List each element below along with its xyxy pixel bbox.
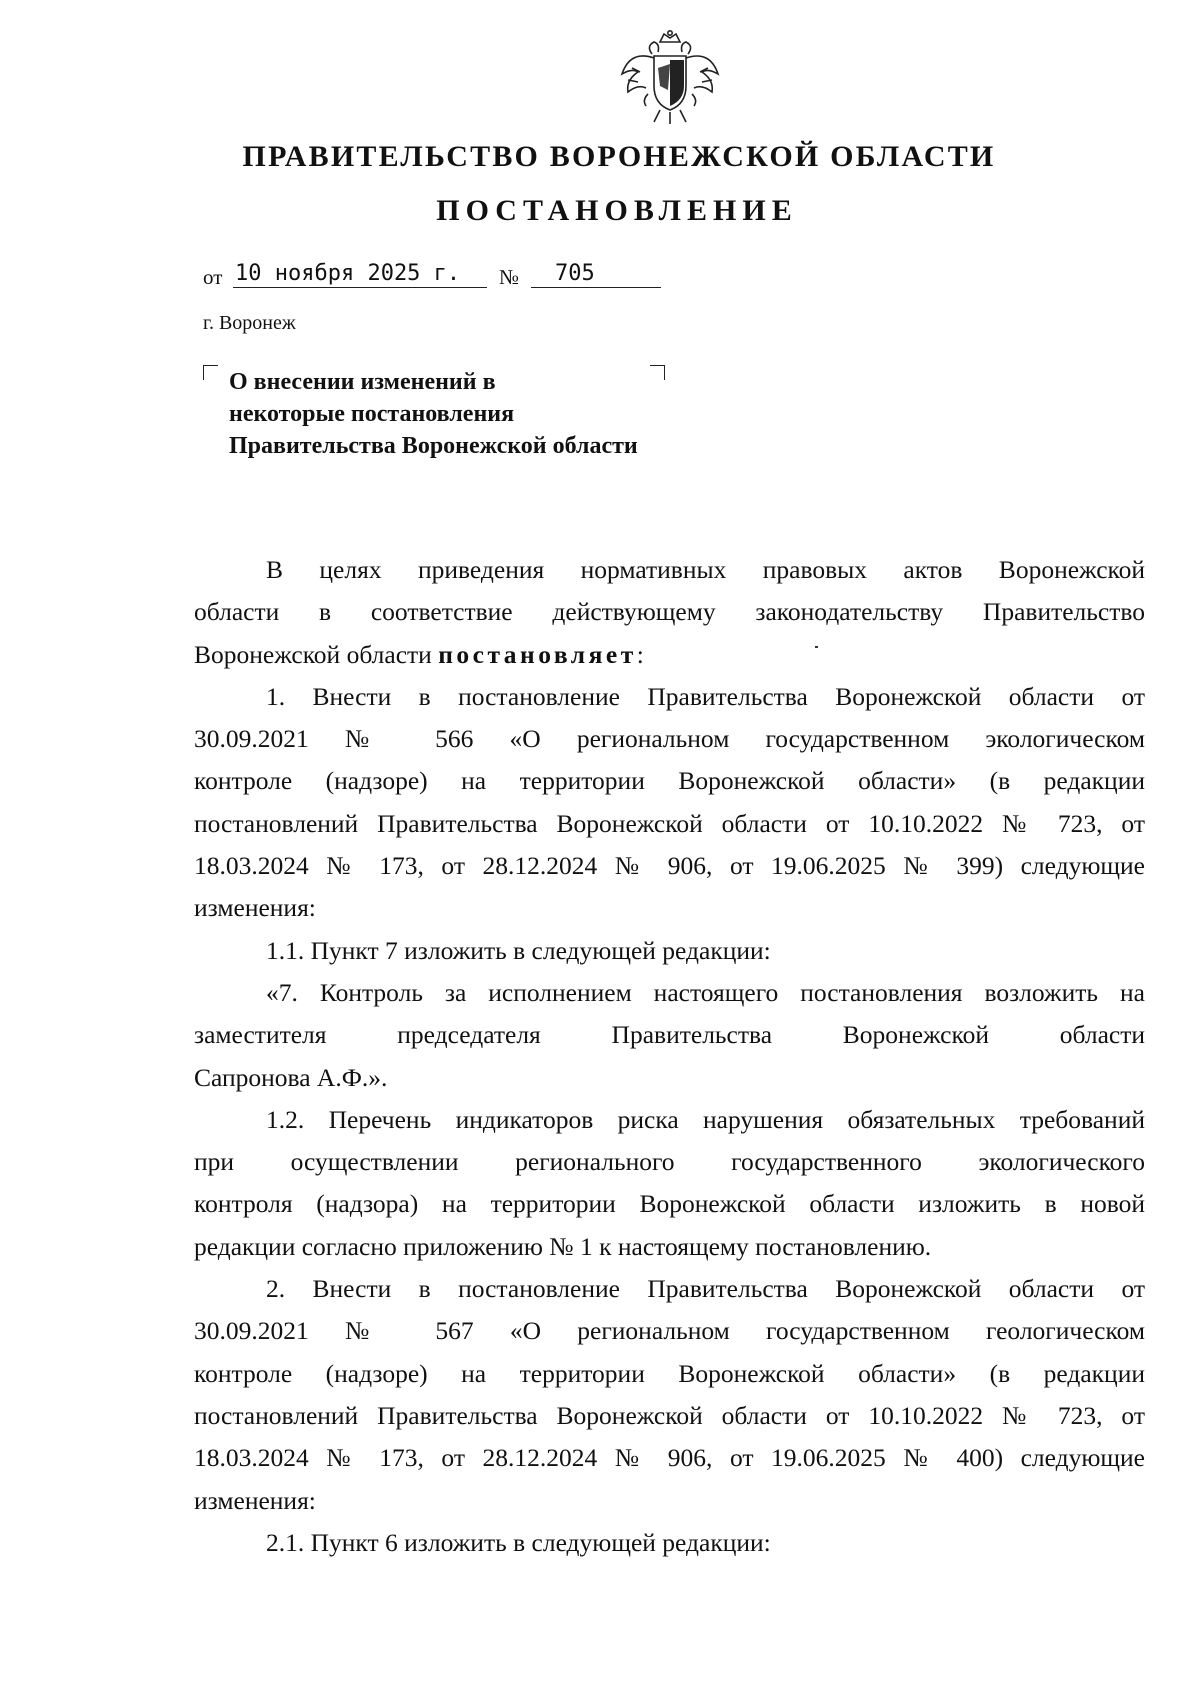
text-line: 18.03.2024 № 173, от 28.12.2024 № 906, от 19.06.2025 № 399) следующие [194,851,1145,881]
text-fragment: Воронежской области [194,639,439,669]
date-label: от [203,265,223,289]
date-number-line [203,254,683,294]
text-line: 18.03.2024 № 173, от 28.12.2024 № 906, от 19.06.2025 № 400) следующие [194,1443,1145,1473]
document-city: г. Воронеж [203,312,296,334]
subject-line: О внесении изменений в [229,369,496,395]
text-line: 30.09.2021 № 567 «О региональном государственном геологическом [194,1316,1145,1346]
text-line: контроле (надзоре) на территории Воронежской области» (в редакции [194,766,1145,796]
text-line: В целях приведения нормативных правовых актов Воронежской [266,555,1145,584]
document-subject [229,366,749,462]
item-2-paragraph [194,1268,1145,1522]
text-line: при осуществлении регионального государственного экологического [194,1147,1145,1177]
item-1-2-paragraph [194,1099,1145,1268]
text-line: контроля (надзора) на территории Воронежской области изложить в новой [194,1189,1145,1219]
text-line: редакции согласно приложению № 1 к настоящему постановлению. [194,1231,932,1261]
text-line: постановлений Правительства Воронежской области от 10.10.2022 № 723, от [194,808,1145,838]
text-line: 2. Внести в постановление Правительства Воронежской области от [266,1274,1145,1304]
subject-corner-left [203,365,218,380]
text-line: 30.09.2021 № 566 «О региональном государственном экологическом [194,724,1145,754]
document-date: 10 ноября 2025 г. [235,261,461,286]
text-line: контроле (надзоре) на территории Воронежской области» (в редакции [194,1358,1145,1388]
item-2-1-paragraph [194,1522,1145,1564]
item-1-1-paragraph [194,930,1145,972]
document-type: ПОСТАНОВЛЕНИЕ [436,194,798,227]
subject-line: Правительства Воронежской области [229,433,638,459]
subject-line: некоторые постановления [229,401,515,427]
coat-of-arms-icon [614,28,726,126]
document-number: 705 [555,261,595,286]
text-line: 2.1. Пункт 6 изложить в следующей редакции: [266,1527,771,1557]
text-line: постановлений Правительства Воронежской области от 10.10.2022 № 723, от [194,1400,1145,1430]
text-line: 1.2. Перечень индикаторов риска нарушения обязательных требований [266,1104,1145,1134]
quote-1-paragraph [194,972,1145,1099]
number-label: № [499,265,520,289]
date-underline [233,287,487,289]
text-line: Сапронова А.Ф.». [194,1062,388,1092]
text-line: области в соответствие действующему законодательству Правительство [194,597,1145,627]
item-1-paragraph [194,676,1145,930]
number-underline [531,287,661,289]
text-line: заместителя председателя Правительства Воронежской области [194,1020,1145,1050]
text-line [194,634,1145,676]
text-line: «7. Контроль за исполнением настоящего постановления возложить на [266,977,1145,1007]
text-line: изменения: [194,1485,316,1515]
text-fragment: : [636,639,644,669]
document-body [194,549,1145,1564]
text-line: 1. Внести в постановление Правительства Воронежской области от [266,681,1145,711]
organization-title: ПРАВИТЕЛЬСТВО ВОРОНЕЖСКОЙ ОБЛАСТИ [242,140,996,173]
text-line: 1.1. Пункт 7 изложить в следующей редакции: [266,935,771,965]
preamble-paragraph [194,549,1145,676]
text-line: изменения: [194,893,316,923]
resolves-emphasis: постановляет [438,639,637,669]
